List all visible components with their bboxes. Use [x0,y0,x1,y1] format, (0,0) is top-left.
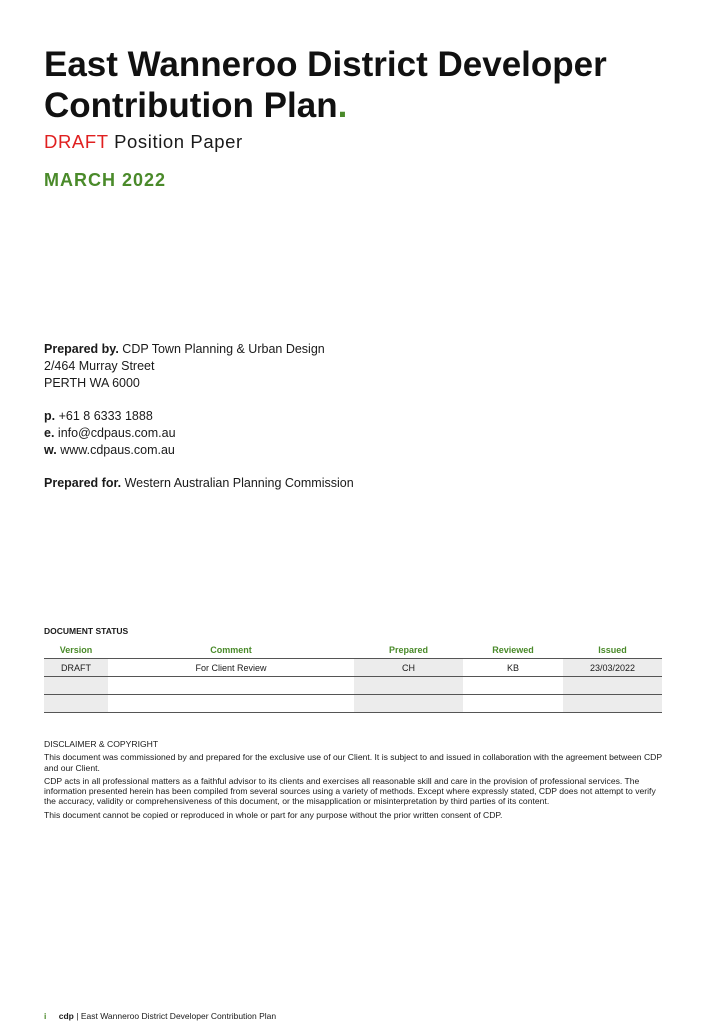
table-cell-prepared [354,695,463,713]
document-status-table [44,641,662,713]
disclaimer-section [44,739,664,823]
table-row [44,659,662,677]
title-accent-dot: . [337,86,348,125]
prepared-by-line [44,341,354,358]
table-row [44,695,662,713]
column-header-issued: Issued [563,641,662,659]
table-cell-reviewed: KB [463,659,563,677]
phone-line [44,408,354,425]
table-cell-issued: 23/03/2022 [563,659,662,677]
table-cell-version [44,695,108,713]
disclaimer-paragraph: CDP acts in all professional matters as a faithful advisor to its clients and exercises all reasonable skill and care in the provision of professional services. The information presented herein has been compiled from several sources using a variety of methods. Except where expressly stated, CDP does not attempt to verify the accuracy, validity or comprehensiveness of this document, or the misapplication or misinterpretation by third parties of its content. [44,775,656,807]
document-title [44,44,684,126]
web-label: w. [44,443,57,457]
disclaimer-heading: DISCLAIMER & COPYRIGHT [44,739,159,749]
page-footer [44,1011,276,1021]
document-title-text: East Wanneroo District Developer Contribution Plan [44,45,607,125]
table-cell-prepared [354,677,463,695]
document-status-heading: DOCUMENT STATUS [44,626,129,636]
disclaimer-paragraph: This document was commissioned by and prepared for the exclusive use of our Client. It is subject to and issued in collaboration with the agreement between CDP and our Client. [44,752,662,773]
prepared-for-line [44,475,354,492]
spacer [44,459,354,475]
page-number: i [44,1011,47,1021]
document-date: MARCH 2022 [44,170,167,190]
table-cell-reviewed [463,695,563,713]
email-address: info@cdpaus.com.au [57,426,176,440]
draft-label: DRAFT [44,131,109,152]
prepared-by-block [44,341,354,492]
column-header-reviewed: Reviewed [463,641,563,659]
column-header-comment: Comment [108,641,354,659]
web-line [44,442,354,459]
phone-label: p. [44,409,56,423]
disclaimer-paragraph: This document cannot be copied or reproduced in whole or part for any purpose without the prior written consent of CDP. [44,809,503,820]
table-cell-prepared: CH [354,659,463,677]
document-subtitle [44,131,243,153]
footer-document-title: East Wanneroo District Developer Contribution Plan [80,1011,277,1021]
footer-separator: | [76,1011,79,1021]
footer-logo: cdp [58,1011,74,1021]
table-row [44,677,662,695]
table-cell-comment [108,677,354,695]
table-cell-version: DRAFT [44,659,108,677]
table-cell-issued [563,695,662,713]
preparer-name: CDP Town Planning & Urban Design [122,342,325,356]
client-name: Western Australian Planning Commission [124,476,354,490]
table-cell-issued [563,677,662,695]
phone-number: +61 8 6333 1888 [58,409,153,423]
table-cell-comment: For Client Review [108,659,354,677]
subtitle-text: Position Paper [114,131,243,152]
prepared-by-label: Prepared by. [44,342,119,356]
column-header-prepared: Prepared [354,641,463,659]
table-cell-version [44,677,108,695]
table-cell-reviewed [463,677,563,695]
email-label: e. [44,426,55,440]
table-header-row [44,641,662,659]
spacer [44,392,354,408]
address-line-2: PERTH WA 6000 [44,376,140,390]
address-line-1: 2/464 Murray Street [44,359,155,373]
column-header-version: Version [44,641,108,659]
table-cell-comment [108,695,354,713]
email-line [44,425,354,442]
prepared-for-label: Prepared for. [44,476,122,490]
web-address: www.cdpaus.com.au [60,443,175,457]
